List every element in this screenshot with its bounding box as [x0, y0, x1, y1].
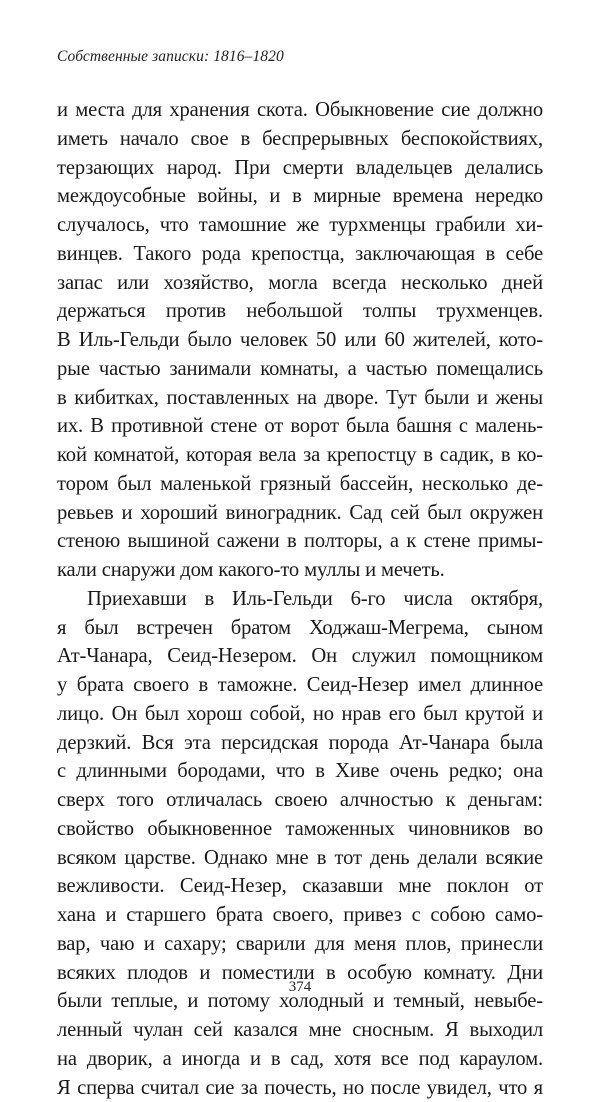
- text-line: Я сперва считал сие за почесть, но после увидел, что я: [57, 1074, 543, 1102]
- text-line: их. В противной стене от ворот была башня с малень-: [57, 412, 543, 441]
- text-line: свойство обыкновенное таможенных чиновников во: [57, 815, 543, 844]
- text-line: терзающих народ. При смерти владельцев делались: [57, 154, 543, 183]
- text-line: и места для хранения скота. Обыкновение сие должно: [57, 96, 543, 125]
- text-line: всяких плодов и поместили в особую комнату. Дни: [57, 959, 543, 988]
- body-text: [57, 96, 543, 1102]
- text-line: были теплые, и потому холодный и темный, невыбе-: [57, 987, 543, 1016]
- text-line: случалось, что тамошние же турхменцы грабили хи-: [57, 211, 543, 240]
- text-line: тором был маленькой грязный бассейн, несколько де-: [57, 470, 543, 499]
- running-head: Собственные записки: 1816–1820: [57, 48, 284, 66]
- text-line: кой комнатой, которая вела за крепостцу в садик, в ко-: [57, 441, 543, 470]
- text-line: ленный чулан сей казался мне сносным. Я выходил: [57, 1016, 543, 1045]
- text-line: винцев. Такого рода крепостца, заключающая в себе: [57, 240, 543, 269]
- text-line: хана и старшего брата своего, привез с собою само-: [57, 901, 543, 930]
- text-line: всяком царстве. Однако мне в тот день делали всякие: [57, 844, 543, 873]
- text-line: вар, чаю и сахару; сварили для меня плов, принесли: [57, 930, 543, 959]
- text-line: с длинными бородами, что в Хиве очень редко; она: [57, 757, 543, 786]
- text-line: стеною вышиной сажени в полторы, а к стене примы-: [57, 527, 543, 556]
- text-line: Ат-Чанара, Сеид-Незером. Он служил помощником: [57, 642, 543, 671]
- text-line: в кибитках, поставленных на дворе. Тут были и жены: [57, 384, 543, 413]
- text-line: у брата своего в таможне. Сеид-Незер имел длинное: [57, 671, 543, 700]
- text-line: я был встречен братом Ходжаш-Мегрема, сыном: [57, 614, 543, 643]
- text-line: вежливости. Сеид-Незер, сказавши мне поклон от: [57, 872, 543, 901]
- text-line: В Иль-Гельди было человек 50 или 60 жителей, кото-: [57, 326, 543, 355]
- text-line: кали снаружи дом какого-то муллы и мечеть.: [57, 556, 543, 585]
- text-line: держаться против небольшой толпы трухменцев.: [57, 297, 543, 326]
- text-line: рые частью занимали комнаты, а частью помещались: [57, 355, 543, 384]
- text-line: на дворик, а иногда и в сад, хотя все под караулом.: [57, 1045, 543, 1074]
- text-line: иметь начало свое в беспрерывных беспокойствиях,: [57, 125, 543, 154]
- text-line: сверх того отличалась своею алчностью к деньгам:: [57, 786, 543, 815]
- text-line: ревьев и хороший виноградник. Сад сей был окружен: [57, 499, 543, 528]
- text-line: Приехавши в Иль-Гельди 6-го числа октября,: [57, 585, 543, 614]
- text-line: лицо. Он был хорош собой, но нрав его был крутой и: [57, 700, 543, 729]
- page-number: 374: [0, 979, 600, 996]
- text-line: дерзкий. Вся эта персидская порода Ат-Чанара была: [57, 729, 543, 758]
- text-line: запас или хозяйство, могла всегда несколько дней: [57, 269, 543, 298]
- text-line: междоусобные войны, и в мирные времена нередко: [57, 182, 543, 211]
